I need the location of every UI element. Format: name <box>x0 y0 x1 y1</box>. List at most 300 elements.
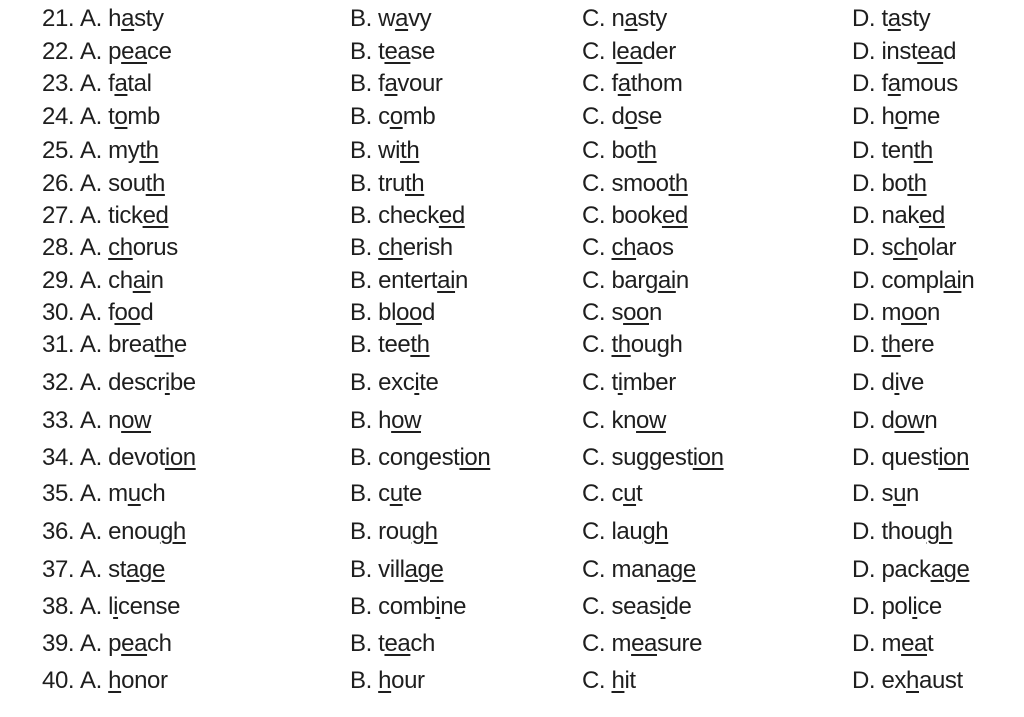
word-prefix: st <box>108 556 127 583</box>
underlined-sound: h <box>611 667 625 694</box>
option-word <box>881 170 926 197</box>
underlined-sound: th <box>611 331 631 358</box>
option-letter: C. <box>582 234 606 261</box>
word-prefix: ex <box>881 667 907 694</box>
option-d <box>852 477 919 511</box>
question-number: 33. <box>42 407 75 434</box>
option-word <box>611 630 702 657</box>
word-prefix: entert <box>378 267 438 294</box>
option-b <box>350 664 425 698</box>
option-word <box>881 518 952 545</box>
word-suffix: it <box>624 667 636 694</box>
option-a <box>80 2 164 36</box>
option-a <box>80 590 180 624</box>
option-word <box>108 480 165 507</box>
word-suffix: ve <box>899 369 924 396</box>
option-word <box>108 234 178 261</box>
option-letter: C. <box>582 137 606 164</box>
option-d <box>852 441 969 475</box>
question-row <box>0 100 1024 134</box>
word-prefix: bl <box>378 299 397 326</box>
underlined-sound: a <box>887 5 901 32</box>
option-c <box>582 134 657 168</box>
question-number: 38. <box>42 593 75 620</box>
option-word <box>108 518 186 545</box>
option-c <box>582 231 674 265</box>
option-word <box>378 202 465 229</box>
option-letter: B. <box>350 331 372 358</box>
option-c <box>582 100 662 134</box>
underlined-sound: gh <box>411 518 438 545</box>
option-letter: D. <box>852 170 876 197</box>
option-a <box>80 404 151 438</box>
option-letter: C. <box>582 480 606 507</box>
option-b <box>350 296 435 330</box>
word-suffix: ch <box>140 480 166 507</box>
word-prefix: sou <box>108 170 146 197</box>
option-letter: C. <box>582 38 606 65</box>
underlined-sound: ow <box>636 407 666 434</box>
word-prefix: check <box>378 202 439 229</box>
word-suffix: n <box>961 267 975 294</box>
option-letter: C. <box>582 170 606 197</box>
option-word <box>881 38 956 65</box>
word-suffix: te <box>419 369 439 396</box>
underlined-sound: age <box>930 556 970 583</box>
option-d <box>852 553 969 587</box>
underlined-sound: th <box>913 137 933 164</box>
option-word <box>881 331 934 358</box>
word-prefix: lau <box>611 518 643 545</box>
word-suffix: d <box>421 299 435 326</box>
option-c <box>582 264 689 298</box>
underlined-sound: ai <box>943 267 962 294</box>
question-number: 39. <box>42 630 75 657</box>
underlined-sound: ion <box>164 444 196 471</box>
option-c <box>582 328 683 362</box>
word-prefix: d <box>611 103 625 130</box>
question-row <box>0 167 1024 201</box>
question-row <box>0 264 1024 298</box>
option-word <box>881 480 919 507</box>
word-prefix: smoo <box>611 170 669 197</box>
option-letter: A. <box>80 331 102 358</box>
option-letter: A. <box>80 299 102 326</box>
option-letter: B. <box>350 267 372 294</box>
underlined-sound: ow <box>391 407 422 434</box>
option-b <box>350 199 465 233</box>
underlined-sound: age <box>404 556 444 583</box>
question-row <box>0 2 1024 36</box>
word-prefix: h <box>108 5 122 32</box>
option-letter: D. <box>852 234 876 261</box>
option-word <box>611 170 687 197</box>
option-c <box>582 627 702 661</box>
option-word <box>378 630 435 657</box>
option-letter: C. <box>582 103 606 130</box>
word-prefix: kn <box>611 407 637 434</box>
option-c <box>582 515 668 549</box>
option-word <box>108 444 196 471</box>
option-letter: A. <box>80 170 102 197</box>
underlined-sound: a <box>384 70 398 97</box>
option-letter: D. <box>852 137 876 164</box>
underlined-sound: h <box>378 667 392 694</box>
underlined-sound: i <box>894 369 900 396</box>
underlined-sound: ea <box>121 38 148 65</box>
underlined-sound: ea <box>384 630 411 657</box>
option-letter: D. <box>852 593 876 620</box>
word-prefix: brea <box>108 331 155 358</box>
underlined-sound: ed <box>142 202 169 229</box>
option-letter: B. <box>350 630 372 657</box>
option-word <box>378 444 490 471</box>
option-a <box>80 134 159 168</box>
option-word <box>611 38 675 65</box>
underlined-sound: ow <box>894 407 925 434</box>
option-letter: D. <box>852 267 876 294</box>
option-word <box>378 170 424 197</box>
option-word <box>108 593 180 620</box>
option-letter: C. <box>582 202 606 229</box>
underlined-sound: th <box>154 331 174 358</box>
word-suffix: te <box>402 480 422 507</box>
option-word <box>378 556 443 583</box>
option-letter: A. <box>80 407 102 434</box>
option-word <box>611 369 675 396</box>
word-prefix: f <box>881 70 888 97</box>
word-prefix: c <box>611 480 624 507</box>
word-prefix: exc <box>378 369 415 396</box>
word-prefix: f <box>611 70 618 97</box>
word-prefix: book <box>611 202 662 229</box>
option-word <box>378 331 429 358</box>
option-a <box>80 199 168 233</box>
option-letter: C. <box>582 369 606 396</box>
underlined-sound: i <box>113 593 119 620</box>
option-letter: A. <box>80 5 102 32</box>
word-suffix: ch <box>147 630 172 657</box>
underlined-sound: age <box>126 556 165 583</box>
option-letter: C. <box>582 630 606 657</box>
option-a <box>80 264 164 298</box>
option-word <box>881 103 939 130</box>
option-letter: B. <box>350 202 372 229</box>
question-row <box>0 328 1024 362</box>
option-a <box>80 67 152 101</box>
question-number: 27. <box>42 202 75 229</box>
word-suffix: se <box>637 103 662 130</box>
underlined-sound: h <box>906 667 919 694</box>
word-suffix: mb <box>127 103 160 130</box>
underlined-sound: i <box>435 593 441 620</box>
option-d <box>852 167 927 201</box>
word-prefix: f <box>108 299 115 326</box>
word-suffix: ce <box>147 38 172 65</box>
question-row <box>0 477 1024 511</box>
underlined-sound: u <box>623 480 637 507</box>
word-prefix: compl <box>881 267 944 294</box>
question-number: 34. <box>42 444 75 471</box>
word-prefix: l <box>611 38 617 65</box>
question-number: 35. <box>42 480 75 507</box>
word-suffix: ough <box>630 331 683 358</box>
question-number: 29. <box>42 267 75 294</box>
option-word <box>611 299 661 326</box>
underlined-sound: th <box>907 170 927 197</box>
option-c <box>582 590 691 624</box>
option-c <box>582 199 688 233</box>
option-word <box>378 234 453 261</box>
option-word <box>611 5 666 32</box>
word-suffix: tal <box>127 70 152 97</box>
option-word <box>611 480 642 507</box>
underlined-sound: u <box>893 480 907 507</box>
word-prefix: devot <box>108 444 165 471</box>
word-prefix: f <box>378 70 385 97</box>
option-word <box>108 70 151 97</box>
option-letter: D. <box>852 103 876 130</box>
word-suffix: me <box>907 103 940 130</box>
underlined-sound: o <box>114 103 128 130</box>
underlined-sound: ea <box>384 38 411 65</box>
option-letter: D. <box>852 70 876 97</box>
option-word <box>881 593 941 620</box>
question-row <box>0 441 1024 475</box>
option-word <box>378 5 431 32</box>
word-suffix: n <box>924 407 938 434</box>
word-prefix: m <box>881 630 902 657</box>
underlined-sound: ea <box>121 630 148 657</box>
option-letter: C. <box>582 518 606 545</box>
underlined-sound: u <box>127 480 141 507</box>
word-suffix: d <box>140 299 154 326</box>
underlined-sound: th <box>637 137 657 164</box>
option-b <box>350 366 438 400</box>
option-word <box>108 369 196 396</box>
option-d <box>852 134 933 168</box>
option-word <box>881 444 969 471</box>
question-row <box>0 199 1024 233</box>
option-word <box>378 299 435 326</box>
underlined-sound: oo <box>396 299 422 326</box>
word-suffix: n <box>455 267 468 294</box>
option-a <box>80 35 172 69</box>
option-letter: C. <box>582 70 606 97</box>
underlined-sound: th <box>410 331 430 358</box>
option-word <box>881 369 923 396</box>
word-prefix: l <box>108 593 114 620</box>
option-letter: B. <box>350 5 372 32</box>
option-b <box>350 2 431 36</box>
word-suffix: mber <box>622 369 676 396</box>
option-word <box>378 369 438 396</box>
option-d <box>852 2 930 36</box>
underlined-sound: age <box>656 556 696 583</box>
underlined-sound: h <box>108 667 122 694</box>
word-prefix: wi <box>378 137 401 164</box>
option-letter: C. <box>582 331 606 358</box>
option-letter: D. <box>852 518 876 545</box>
question-row <box>0 553 1024 587</box>
option-word <box>611 556 695 583</box>
word-prefix: tru <box>378 170 405 197</box>
word-prefix: m <box>611 630 632 657</box>
underlined-sound: ow <box>121 407 152 434</box>
underlined-sound: ea <box>901 630 927 657</box>
option-word <box>108 556 165 583</box>
word-prefix: seas <box>611 593 661 620</box>
underlined-sound: ch <box>108 234 133 261</box>
word-prefix: t <box>881 5 888 32</box>
word-suffix: t <box>926 630 934 657</box>
question-number: 36. <box>42 518 75 545</box>
option-letter: D. <box>852 407 876 434</box>
word-prefix: ch <box>108 267 133 294</box>
underlined-sound: i <box>912 593 918 620</box>
option-b <box>350 100 435 134</box>
word-suffix: ch <box>410 630 435 657</box>
underlined-sound: a <box>121 5 135 32</box>
word-suffix: e <box>173 331 187 358</box>
option-letter: A. <box>80 267 102 294</box>
question-number: 26. <box>42 170 75 197</box>
underlined-sound: ch <box>378 234 403 261</box>
option-c <box>582 664 636 698</box>
option-c <box>582 296 662 330</box>
option-word <box>108 103 160 130</box>
underlined-sound: i <box>660 593 666 620</box>
underlined-sound: a <box>624 5 638 32</box>
word-suffix: vour <box>397 70 443 97</box>
option-c <box>582 477 642 511</box>
option-d <box>852 67 958 101</box>
option-b <box>350 441 490 475</box>
word-prefix: t <box>108 103 115 130</box>
underlined-sound: th <box>881 331 901 358</box>
underlined-sound: ea <box>917 38 944 65</box>
option-word <box>881 70 957 97</box>
option-letter: B. <box>350 480 372 507</box>
option-letter: B. <box>350 518 372 545</box>
option-word <box>611 137 656 164</box>
question-number: 28. <box>42 234 75 261</box>
option-word <box>108 202 168 229</box>
option-letter: B. <box>350 234 372 261</box>
option-word <box>611 667 635 694</box>
underlined-sound: o <box>894 103 908 130</box>
option-word <box>108 331 187 358</box>
question-row <box>0 627 1024 661</box>
option-letter: B. <box>350 38 372 65</box>
word-prefix: n <box>108 407 122 434</box>
option-b <box>350 627 435 661</box>
word-prefix: c <box>378 480 390 507</box>
underlined-sound: ea <box>616 38 643 65</box>
word-prefix: c <box>378 103 390 130</box>
option-letter: B. <box>350 103 372 130</box>
underlined-sound: ion <box>938 444 970 471</box>
word-suffix: olar <box>917 234 957 261</box>
word-prefix: bo <box>881 170 908 197</box>
option-letter: A. <box>80 667 102 694</box>
option-b <box>350 404 421 438</box>
underlined-sound: ch <box>611 234 637 261</box>
option-b <box>350 264 468 298</box>
word-prefix: t <box>611 369 618 396</box>
option-a <box>80 366 196 400</box>
option-letter: A. <box>80 630 102 657</box>
question-number: 24. <box>42 103 75 130</box>
word-prefix: congest <box>378 444 460 471</box>
underlined-sound: ch <box>893 234 918 261</box>
word-prefix: enou <box>108 518 160 545</box>
question-row <box>0 296 1024 330</box>
option-letter: D. <box>852 369 876 396</box>
option-c <box>582 404 666 438</box>
option-letter: C. <box>582 267 606 294</box>
word-suffix: mous <box>900 70 958 97</box>
underlined-sound: a <box>887 70 901 97</box>
word-suffix: our <box>391 667 425 694</box>
question-row <box>0 515 1024 549</box>
option-c <box>582 67 682 101</box>
option-word <box>611 331 682 358</box>
option-a <box>80 231 178 265</box>
option-letter: B. <box>350 667 372 694</box>
option-word <box>611 593 691 620</box>
option-d <box>852 404 937 438</box>
option-d <box>852 328 934 362</box>
option-c <box>582 366 676 400</box>
option-a <box>80 515 186 549</box>
word-suffix: ne <box>440 593 467 620</box>
option-word <box>881 556 969 583</box>
option-word <box>108 299 153 326</box>
word-prefix: my <box>108 137 140 164</box>
option-letter: C. <box>582 5 606 32</box>
option-word <box>611 70 682 97</box>
question-row <box>0 366 1024 400</box>
option-word <box>108 667 167 694</box>
option-d <box>852 231 956 265</box>
underlined-sound: i <box>414 369 420 396</box>
option-d <box>852 199 945 233</box>
option-letter: B. <box>350 556 372 583</box>
option-letter: A. <box>80 103 102 130</box>
question-row <box>0 590 1024 624</box>
option-letter: D. <box>852 480 876 507</box>
option-d <box>852 515 953 549</box>
option-letter: B. <box>350 369 372 396</box>
option-b <box>350 590 466 624</box>
word-suffix: d <box>943 38 957 65</box>
underlined-sound: ai <box>132 267 151 294</box>
option-letter: D. <box>852 299 876 326</box>
option-letter: D. <box>852 630 876 657</box>
word-prefix: m <box>881 299 902 326</box>
underlined-sound: o <box>624 103 638 130</box>
option-word <box>108 5 163 32</box>
option-word <box>881 667 962 694</box>
option-d <box>852 664 963 698</box>
question-number: 37. <box>42 556 75 583</box>
word-prefix: rou <box>378 518 412 545</box>
option-letter: A. <box>80 593 102 620</box>
underlined-sound: a <box>395 5 409 32</box>
word-prefix: vill <box>378 556 405 583</box>
underlined-sound: ed <box>661 202 688 229</box>
